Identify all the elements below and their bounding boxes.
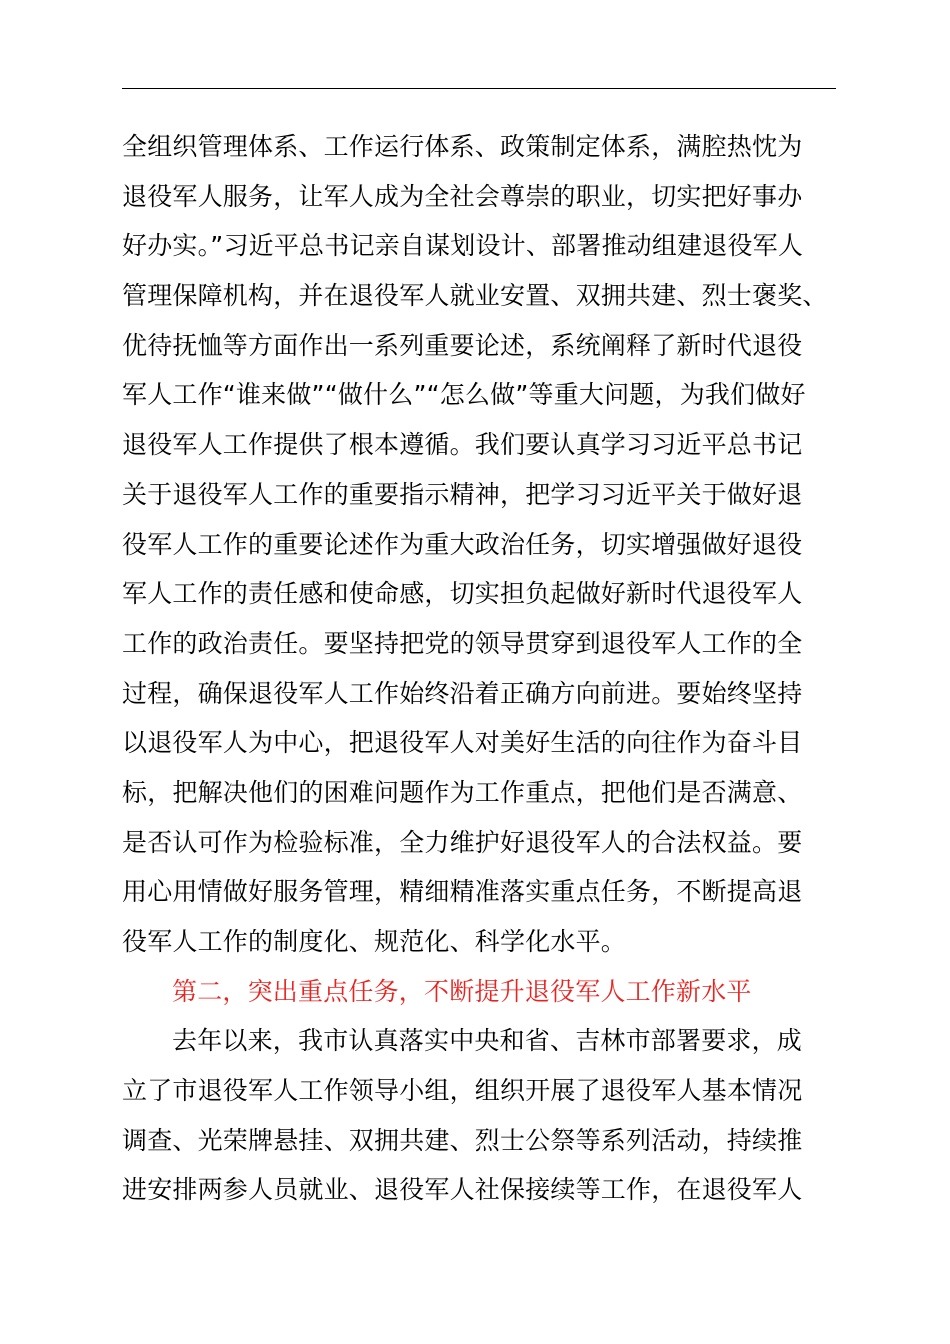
text-line: 退役军人工作提供了根本遵循。我们要认真学习习近平总书记 xyxy=(122,430,803,460)
text-line: 优待抚恤等方面作出一系列重要论述，系统阐释了新时代退役 xyxy=(122,330,803,360)
paragraph-1 xyxy=(122,122,842,967)
text-line: 标，把解决他们的困难问题作为工作重点，把他们是否满意、 xyxy=(122,777,803,807)
text-line: 过程，确保退役军人工作始终沿着正确方向前进。要始终坚持 xyxy=(122,678,803,708)
text-line: 以退役军人为中心，把退役军人对美好生活的向往作为奋斗目 xyxy=(122,728,803,758)
text-line: 军人工作的责任感和使命感，切实担负起做好新时代退役军人 xyxy=(122,579,803,609)
text-line: 好办实。”习近平总书记亲自谋划设计、部署推动组建退役军人 xyxy=(122,231,804,261)
text-line: 全组织管理体系、工作运行体系、政策制定体系，满腔热忱为 xyxy=(122,132,803,161)
text-line: 用心用情做好服务管理，精细精准落实重点任务，不断提高退 xyxy=(122,877,803,907)
text-line: 役军人工作的重要论述作为重大政治任务，切实增强做好退役 xyxy=(122,529,803,559)
section-heading: 第二，突出重点任务，不断提升退役军人工作新水平 xyxy=(172,976,752,1006)
paragraph-2 xyxy=(122,1016,842,1215)
text-line: 管理保障机构，并在退役军人就业安置、双拥共建、烈士褒奖、 xyxy=(122,281,828,311)
text-line: 是否认可作为检验标准，全力维护好退役军人的合法权益。要 xyxy=(122,827,803,857)
header-rule xyxy=(122,88,836,89)
text-line: 役军人工作的制度化、规范化、科学化水平。 xyxy=(122,927,627,956)
document-body xyxy=(122,122,842,1215)
text-line: 工作的政治责任。要坚持把党的领导贯穿到退役军人工作的全 xyxy=(122,628,803,658)
text-line: 立了市退役军人工作领导小组，组织开展了退役军人基本情况 xyxy=(122,1076,803,1106)
text-line: 退役军人服务，让军人成为全社会尊崇的职业，切实把好事办 xyxy=(122,181,803,211)
text-line: 关于退役军人工作的重要指示精神，把学习习近平关于做好退 xyxy=(122,479,803,509)
text-line: 去年以来，我市认真落实中央和省、吉林市部署要求，成 xyxy=(172,1026,803,1056)
text-line: 进安排两参人员就业、退役军人社保接续等工作，在退役军人 xyxy=(122,1175,803,1205)
text-line: 军人工作“谁来做”“做什么”“怎么做”等重大问题，为我们做好 xyxy=(122,380,806,410)
text-line: 调查、光荣牌悬挂、双拥共建、烈士公祭等系列活动，持续推 xyxy=(122,1125,803,1155)
